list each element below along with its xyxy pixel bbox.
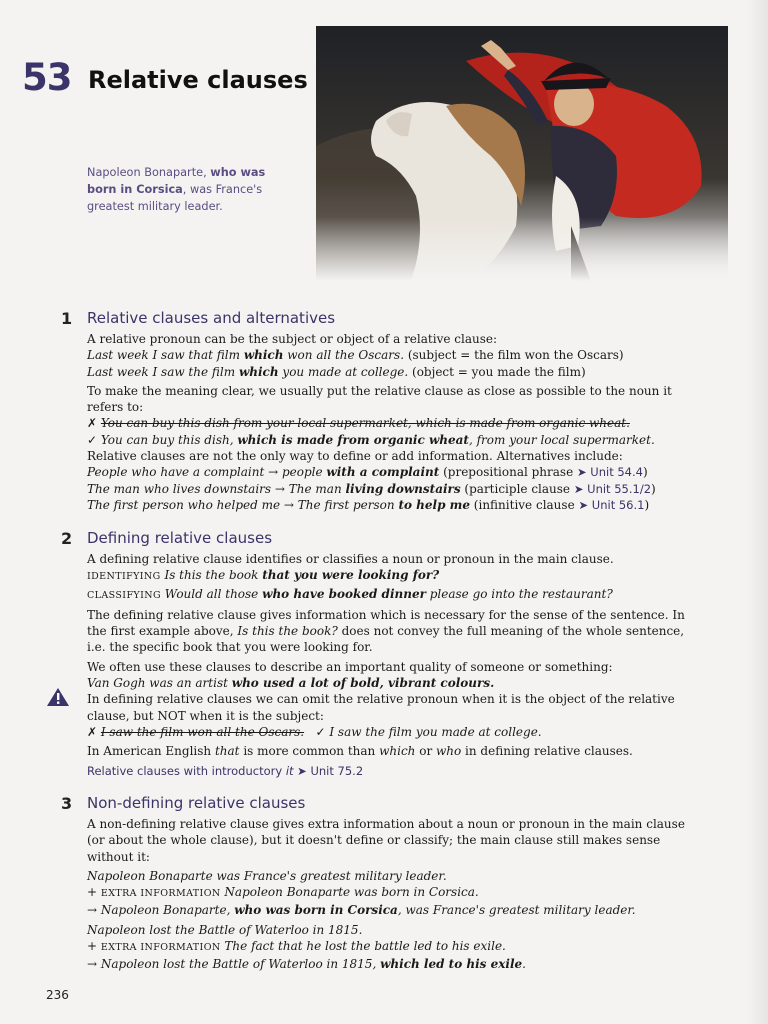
s3-example: → Napoleon Bonaparte, who was born in Corsica, was France's greatest military leader. — [87, 903, 636, 918]
s3-example: → Napoleon lost the Battle of Waterloo in 1815, which led to his exile. — [87, 957, 526, 972]
s3-example: Napoleon lost the Battle of Waterloo in 1815. — [87, 922, 363, 937]
page-number: 236 — [46, 988, 69, 1002]
s2-example: CLASSIFYING Would all those who have booked dinner please go into the restaurant? — [87, 586, 613, 601]
unit-number: 53 — [22, 56, 72, 99]
s1-alternative: The first person who helped me → The first person to help me (infinitive clause ➤ Unit 56.1) — [87, 497, 650, 512]
section-1-title: Relative clauses and alternatives — [87, 309, 336, 327]
unit-title: Relative clauses — [88, 66, 308, 94]
s1-line: A relative pronoun can be the subject or object of a relative clause: — [87, 332, 498, 346]
caption-text: Napoleon Bonaparte, — [87, 166, 211, 179]
painting-caption — [87, 164, 292, 215]
s2-line: The defining relative clause gives information which is necessary for the sense of the sentence. In the first example above, Is this the book? does not convey the full meaning of the whole sentence, i.e. the specific book that you were looking for. — [87, 607, 685, 655]
warning-icon — [46, 687, 70, 707]
s2-line: We often use these clauses to describe an important quality of someone or something: — [87, 659, 613, 674]
s2-example: ✗ I saw the film won all the Oscars. ✓ I saw the film you made at college. — [87, 724, 542, 739]
s2-line: In defining relative clauses we can omit the relative pronoun when it is the object of the relative clause, but NOT when it is the subject: — [87, 692, 675, 723]
s1-correct-example: ✓ You can buy this dish, which is made from organic wheat, from your local supermarket. — [87, 432, 655, 447]
section-2-number: 2 — [61, 529, 73, 548]
s2-example: IDENTIFYING Is this the book that you were looking for? — [87, 568, 440, 583]
s3-example: + EXTRA INFORMATION Napoleon Bonaparte was born in Corsica. — [87, 885, 479, 900]
section-3-body — [87, 816, 687, 973]
s3-example: + EXTRA INFORMATION The fact that he lost the battle led to his exile. — [87, 939, 506, 954]
s1-line: To make the meaning clear, we usually put the relative clause as close as possible to the noun it refers to: — [87, 383, 672, 415]
s3-line: A non-defining relative clause gives extra information about a noun or pronoun in the main clause (or about the whole clause), but it doesn't define or classify; the main clause still makes sense without it: — [87, 817, 685, 864]
section-2-body — [87, 551, 687, 779]
s3-example: Napoleon Bonaparte was France's greatest military leader. — [87, 868, 447, 883]
s2-example: Van Gogh was an artist who used a lot of bold, vibrant colours. — [87, 676, 495, 691]
unit-link[interactable]: ➤ Unit 56.1 — [578, 497, 645, 512]
s1-wrong-example: ✗ You can buy this dish from your local supermarket, which is made from organic wheat. — [87, 416, 630, 431]
unit-link[interactable]: ➤ Unit 55.1/2 — [573, 481, 652, 496]
section-1-body — [87, 331, 687, 513]
s1-alternative: The man who lives downstairs → The man living downstairs (participle clause ➤ Unit 55.1/2) — [87, 481, 656, 496]
napoleon-painting — [316, 26, 728, 281]
page-edge — [746, 0, 768, 1024]
s2-line: In American English that is more common than which or who in defining relative clauses. — [87, 744, 633, 759]
s2-line: A defining relative clause identifies or classifies a noun or pronoun in the main clause. — [87, 552, 614, 566]
s1-example: Last week I saw that film which won all the Oscars. (subject = the film won the Oscars) — [87, 348, 624, 363]
unit-link[interactable]: ➤ Unit 54.4 — [577, 465, 643, 480]
s1-line: Relative clauses are not the only way to define or add information. Alternatives include: — [87, 449, 623, 464]
section-3-title: Non-defining relative clauses — [87, 794, 306, 812]
section-1-number: 1 — [61, 309, 73, 328]
s1-alternative: People who have a complaint → people with a complaint (prepositional phrase ➤ Unit 54.4) — [87, 465, 648, 480]
caption-bold: who was born in Corsica — [87, 166, 266, 196]
cross-reference-link[interactable]: Relative clauses with introductory it ➤ Unit 75.2 — [87, 763, 364, 778]
s1-example: Last week I saw the film which you made at college. (object = you made the film) — [87, 364, 586, 379]
section-2-title: Defining relative clauses — [87, 529, 273, 547]
section-3-number: 3 — [61, 794, 73, 813]
caption-text-end: , was France's greatest military leader. — [87, 183, 263, 213]
